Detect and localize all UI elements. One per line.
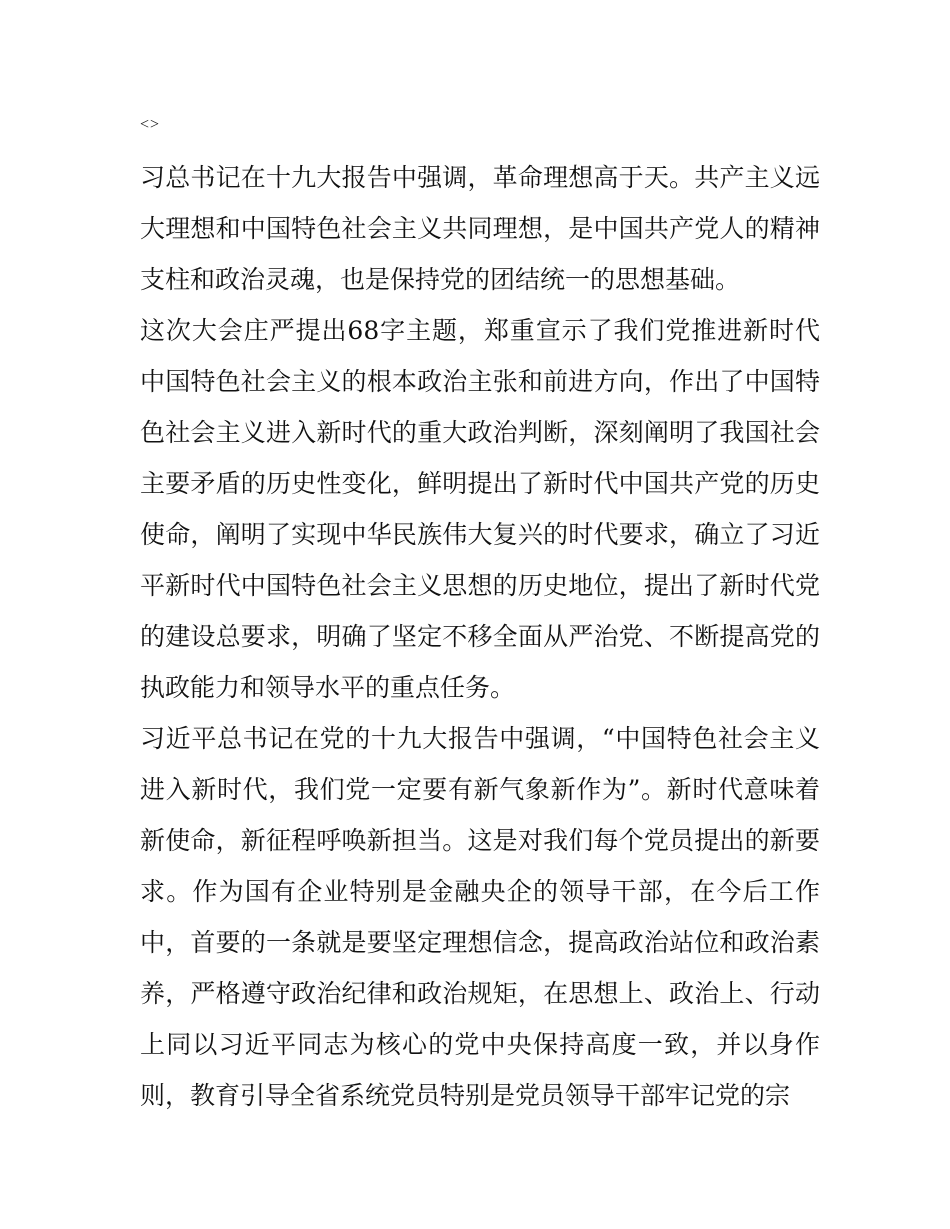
heading-marker: <> <box>140 116 161 133</box>
paragraph-1: 习总书记在十九大报告中强调，革命理想高于天。共产主义远大理想和中国特色社会主义共同理想，是中国共产党人的精神支柱和政治灵魂，也是保持党的团结统一的思想基础。 <box>140 163 820 294</box>
document-body <box>140 110 820 1121</box>
paragraph-3: 习近平总书记在党的十九大报告中强调，“中国特色社会主义进入新时代，我们党一定要有新气象新作为”。新时代意味着新使命，新征程呼唤新担当。这是对我们每个党员提出的新要求。作为国有企业特别是金融央企的领导干部，在今后工作中，首要的一条就是要坚定理想信念，提高政治站位和政治素养，严格遵守政治纪律和政治规矩，在思想上、政治上、行动上同以习近平同志为核心的党中央保持高度一致，并以身作则，教育引导全省系统党员特别是党员领导干部牢记党的宗 <box>140 724 820 1110</box>
paragraph-2: 这次大会庄严提出68字主题，郑重宣示了我们党推进新时代中国特色社会主义的根本政治主张和前进方向，作出了中国特色社会主义进入新时代的重大政治判断，深刻阐明了我国社会主要矛盾的历史性变化，鲜明提出了新时代中国共产党的历史使命，阐明了实现中华民族伟大复兴的时代要求，确立了习近平新时代中国特色社会主义思想的历史地位，提出了新时代党的建设总要求，明确了坚定不移全面从严治党、不断提高党的执政能力和领导水平的重点任务。 <box>140 316 820 702</box>
